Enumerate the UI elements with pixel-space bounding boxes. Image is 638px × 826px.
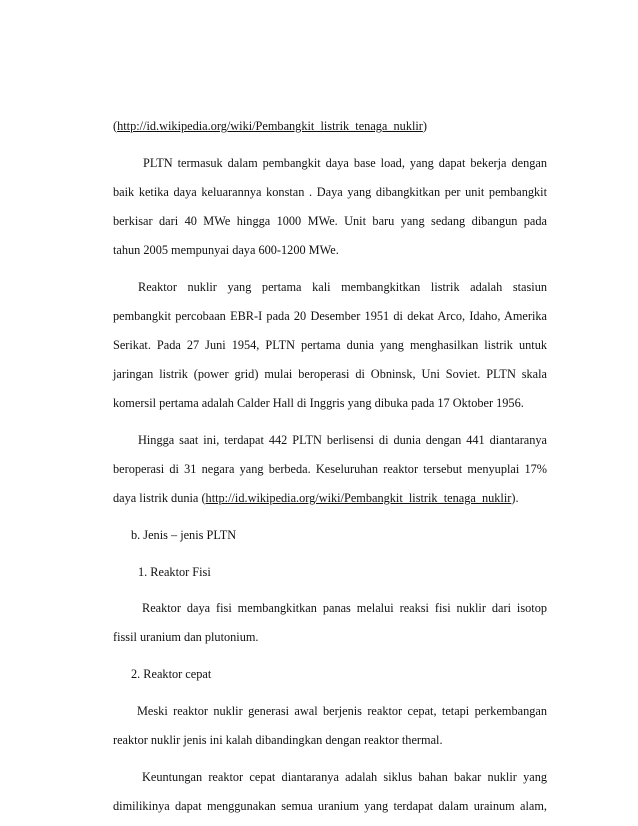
- paragraph-1-line-2: baik ketika daya keluarannya konstan . Daya yang dibangkitkan per unit pembangkit: [113, 185, 547, 199]
- paragraph-3-link[interactable]: http://id.wikipedia.org/wiki/Pembangkit_listrik_tenaga_nuklir: [205, 491, 512, 505]
- reference-link[interactable]: http://id.wikipedia.org/wiki/Pembangkit_listrik_tenaga_nuklir: [117, 119, 423, 133]
- section-heading-b: b. Jenis – jenis PLTN: [131, 528, 237, 542]
- paragraph-3-line-1: Hingga saat ini, terdapat 442 PLTN berlisensi di dunia dengan 441 diantaranya: [138, 433, 547, 447]
- paragraph-2-line-4: jaringan listrik (power grid) mulai beroperasi di Obninsk, Uni Soviet. PLTN skala: [113, 367, 547, 381]
- item-2-title: 2. Reaktor cepat: [131, 667, 212, 681]
- paragraph-3-suffix: ).: [511, 491, 519, 505]
- paragraph-1-line-1: PLTN termasuk dalam pembangkit daya base load, yang dapat bekerja dengan: [143, 156, 547, 170]
- paragraph-1-line-3: berkisar dari 40 MWe hingga 1000 MWe. Unit baru yang sedang dibangun pada: [113, 214, 547, 228]
- paragraph-3-line-3: [113, 490, 547, 506]
- last-paragraph-line-1: Keuntungan reaktor cepat diantaranya adalah siklus bahan bakar nuklir yang: [142, 770, 547, 784]
- paragraph-3-line-2: beroperasi di 31 negara yang berbeda. Keseluruhan reaktor tersebut menyuplai 17%: [113, 462, 547, 476]
- reference-close-paren: ): [422, 119, 428, 133]
- reference-line: [113, 118, 547, 134]
- last-paragraph-line-2: dimilikinya dapat menggunakan semua uranium yang terdapat dalam urainum alam,: [113, 799, 547, 813]
- paragraph-2-line-1: Reaktor nuklir yang pertama kali membangkitkan listrik adalah stasiun: [138, 280, 547, 294]
- item-1-line-2: fissil uranium dan plutonium.: [113, 630, 259, 644]
- paragraph-2-line-3: Serikat. Pada 27 Juni 1954, PLTN pertama dunia yang menghasilkan listrik untuk: [113, 338, 547, 352]
- item-2-line-1: Meski reaktor nuklir generasi awal berjenis reaktor cepat, tetapi perkembangan: [137, 704, 547, 718]
- reference-open-paren: (: [113, 119, 118, 133]
- paragraph-2-line-2: pembangkit percobaan EBR-I pada 20 Desember 1951 di dekat Arco, Idaho, Amerika: [113, 309, 547, 323]
- item-1-title: 1. Reaktor Fisi: [138, 565, 211, 579]
- paragraph-2-line-5: komersil pertama adalah Calder Hall di Inggris yang dibuka pada 17 Oktober 1956.: [113, 396, 524, 410]
- paragraph-3-prefix: daya listrik dunia (: [113, 491, 206, 505]
- item-1-line-1: Reaktor daya fisi membangkitkan panas melalui reaksi fisi nuklir dari isotop: [142, 601, 547, 615]
- paragraph-1-line-4: tahun 2005 mempunyai daya 600-1200 MWe.: [113, 243, 339, 257]
- item-2-line-2: reaktor nuklir jenis ini kalah dibandingkan dengan reaktor thermal.: [113, 733, 443, 747]
